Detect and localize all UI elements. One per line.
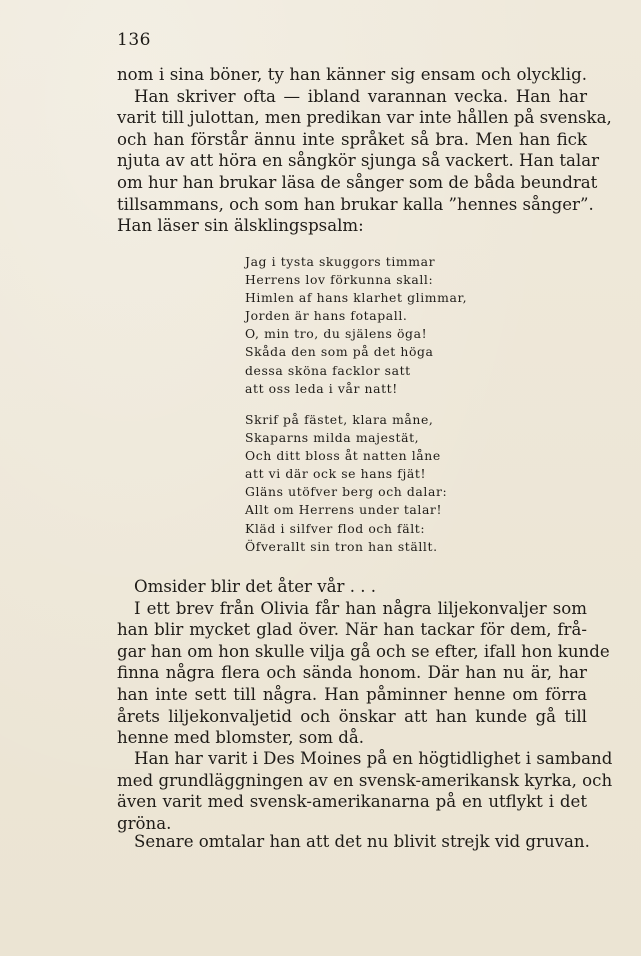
paragraph-letters: [117, 64, 612, 237]
text-line: han blir mycket glad över. När han tackar för dem, frå-: [117, 620, 587, 640]
poem-line: Kläd i silfver flod och fält:: [245, 520, 426, 536]
text-line: gröna.: [117, 813, 172, 833]
text-line: finna några flera och sända honom. Där han nu är, har: [117, 663, 587, 683]
text-line: och han förstår ännu inte språket så bra. Men han fick: [117, 129, 587, 149]
text-line: årets liljekonvaljetid och önskar att han kunde gå till: [117, 706, 587, 726]
text-line: Omsider blir det åter vår . . .: [134, 577, 377, 596]
text-line: med grundläggningen av en svensk-amerikansk kyrka, och: [117, 770, 613, 790]
poem-line: Jag i tysta skuggors timmar: [245, 254, 436, 269]
text-line: Han har varit i Des Moines på en högtidlighet i samband: [134, 749, 613, 768]
psalm-stanza-2: [245, 411, 505, 556]
poem-line: Allt om Herrens under talar!: [245, 502, 443, 518]
poem-line: Jorden är hans fotapall.: [245, 308, 408, 324]
poem-line: Herrens lov förkunna skall:: [245, 272, 434, 288]
poem-line: Skrif på fästet, klara måne,: [245, 412, 434, 427]
text-line: även varit med svensk-amerikanarna på en utflykt i det: [117, 792, 587, 812]
poem-line: dessa sköna facklor satt: [245, 362, 411, 378]
text-line: Han skriver ofta — ibland varannan vecka. Han har: [134, 86, 587, 106]
poem-line: O, min tro, du själens öga!: [245, 326, 428, 342]
paragraph-spring: [117, 576, 610, 749]
paragraph-des-moines: [117, 748, 613, 834]
poem-line: Gläns utöfver berg och dalar:: [245, 484, 448, 500]
poem-line: Öfverallt sin tron han ställt.: [245, 538, 438, 554]
text-line: Senare omtalar han att det nu blivit strejk vid gruvan.: [134, 832, 590, 851]
text-line: njuta av att höra en sångkör sjunga så vackert. Han talar: [117, 151, 600, 171]
text-line: henne med blomster, som då.: [117, 728, 365, 748]
text-line: nom i sina böner, ty han känner sig ensam och olycklig.: [117, 65, 587, 84]
text-line: om hur han brukar läsa de sånger som de båda beundrat: [117, 172, 598, 192]
text-line: gar han om hon skulle vilja gå och se efter, ifall hon kunde: [117, 641, 610, 661]
text-line: tillsammans, och som han brukar kalla ”hennes sånger”.: [117, 194, 594, 214]
text-line: han inte sett till några. Han påminner henne om förra: [117, 684, 587, 704]
poem-line: att vi där ock se hans fjät!: [245, 466, 427, 482]
poem-line: Skaparns milda majestät,: [245, 430, 420, 446]
psalm-stanza-1: [245, 253, 505, 398]
poem-line: Himlen af hans klarhet glimmar,: [245, 290, 468, 306]
page-number: 136: [117, 30, 151, 50]
poem-line: att oss leda i vår natt!: [245, 380, 398, 396]
text-line: varit till julottan, men predikan var inte hållen på svenska,: [117, 108, 612, 128]
text-line: I ett brev från Olivia får han några liljekonvaljer som: [134, 598, 587, 618]
paragraph-strike: [117, 831, 590, 853]
poem-line: Och ditt bloss åt natten låne: [245, 448, 441, 464]
text-line: Han läser sin älsklingspsalm:: [117, 216, 364, 236]
poem-line: Skåda den som på det höga: [245, 344, 434, 360]
